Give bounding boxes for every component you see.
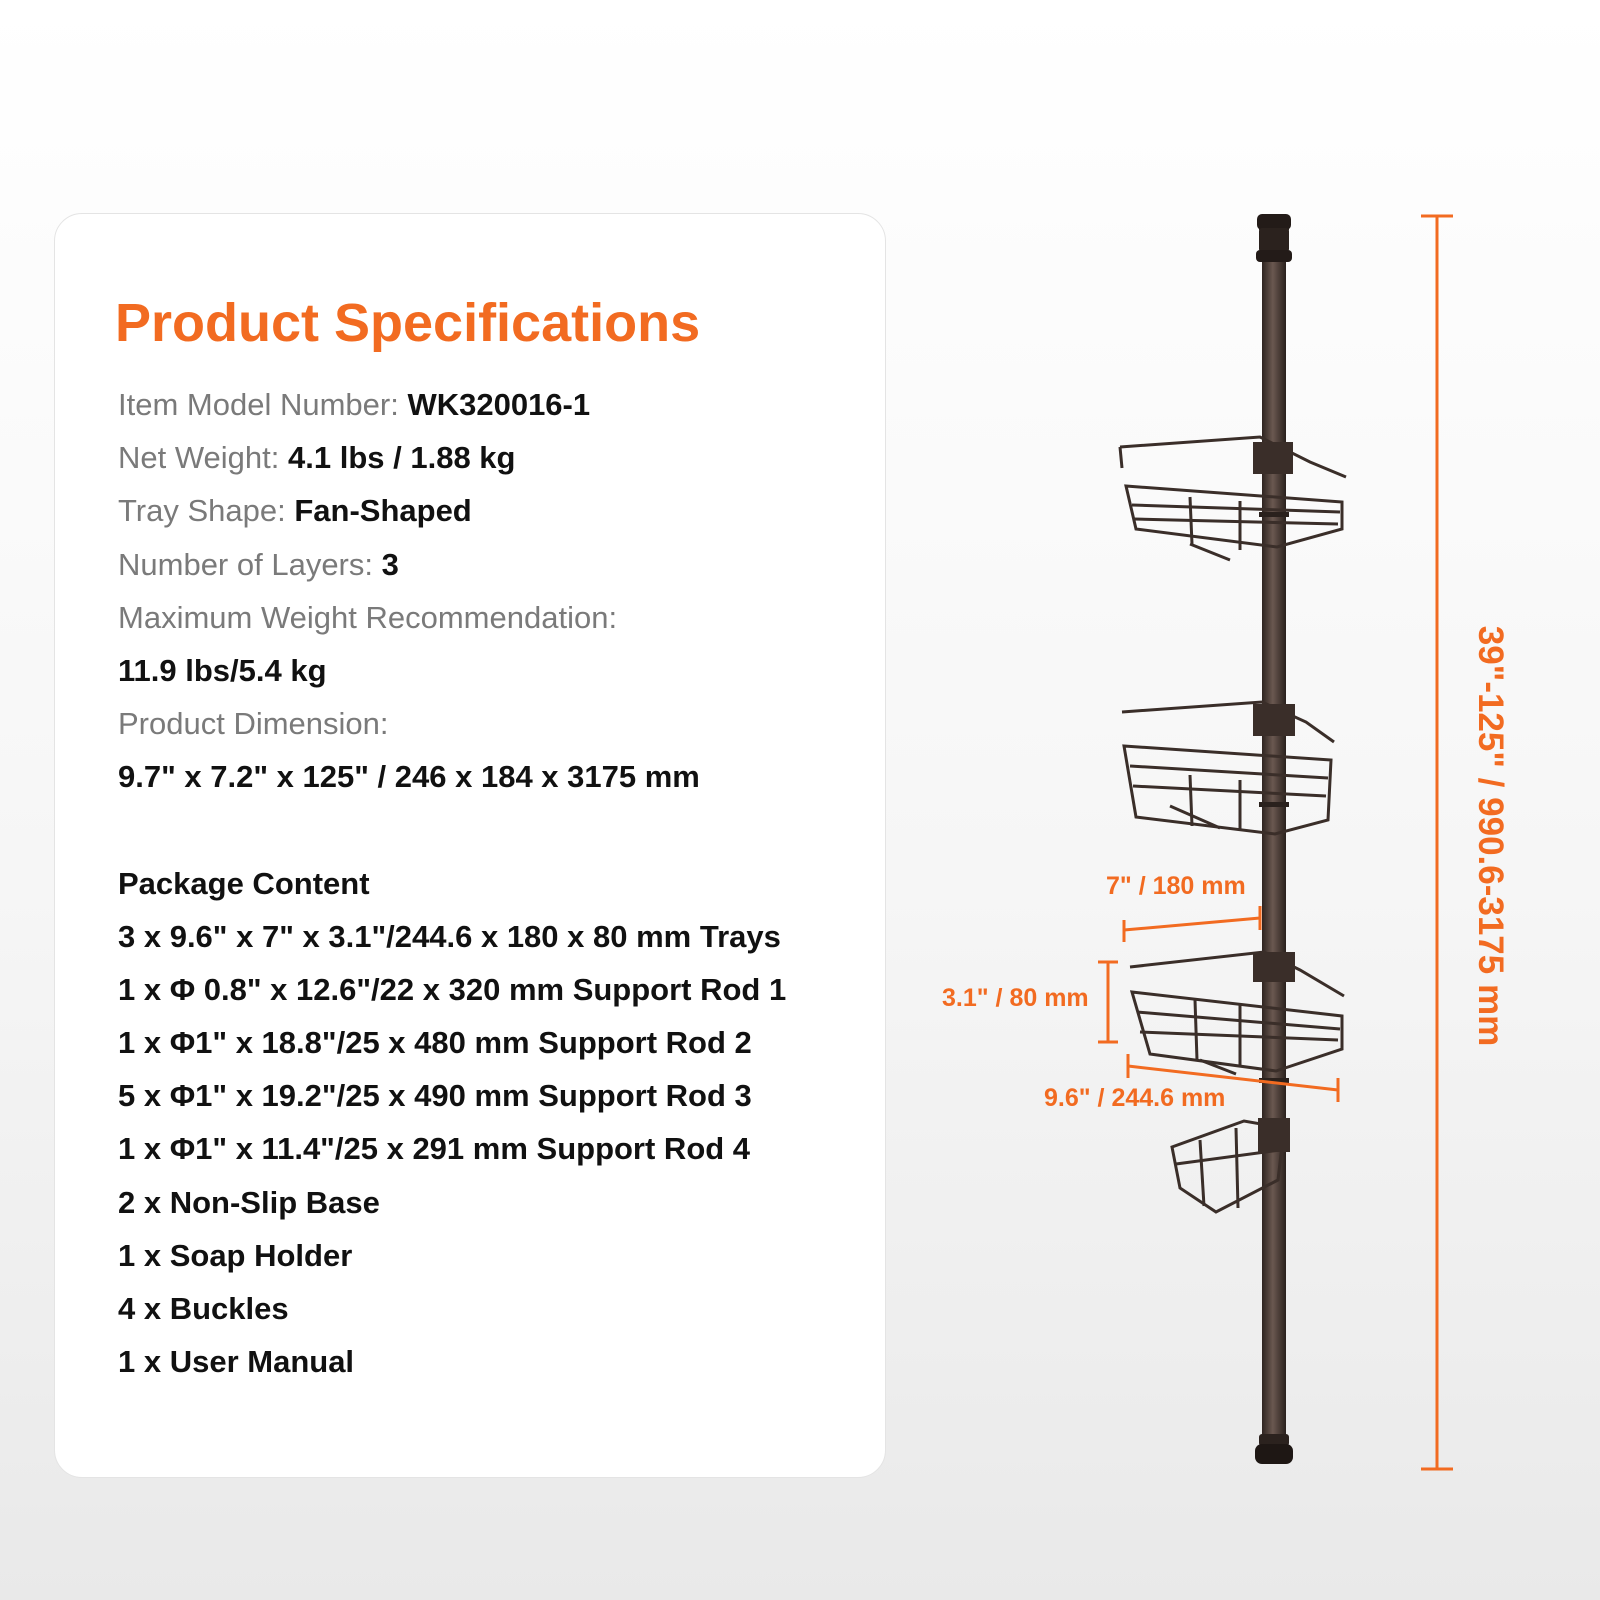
spec-value: 4.1 lbs / 1.88 kg: [288, 440, 516, 476]
pole: [1259, 226, 1289, 1462]
spec-label: Net Weight:: [118, 440, 280, 476]
package-item: 3 x 9.6" x 7" x 3.1"/244.6 x 180 x 80 mm Trays: [118, 918, 781, 954]
tray-bottom: [1130, 952, 1344, 1074]
top-cap: [1256, 214, 1292, 262]
spec-value: 11.9 lbs/5.4 kg: [118, 652, 327, 688]
height-dimension-label: 39"-125" / 990.6-3175 mm: [1471, 625, 1510, 1047]
spec-label: Tray Shape:: [118, 493, 286, 529]
spec-value: WK320016-1: [407, 387, 591, 422]
package-item: 2 x Non-Slip Base: [118, 1184, 380, 1220]
package-title: Package Content: [118, 865, 370, 901]
page-title: Product Specifications: [115, 293, 701, 353]
spec-label: Product Dimension:: [118, 706, 389, 742]
spec-value: Fan-Shaped: [294, 493, 472, 529]
tray-height-dimension-label: 3.1" / 80 mm: [942, 984, 1089, 1012]
package-item: 4 x Buckles: [118, 1291, 289, 1326]
depth-dimension-label: 7" / 180 mm: [1106, 872, 1246, 900]
spec-value: 3: [381, 546, 399, 582]
package-item: 1 x Φ1" x 18.8"/25 x 480 mm Support Rod 2: [118, 1025, 752, 1061]
package-item: 5 x Φ1" x 19.2"/25 x 490 mm Support Rod 3: [118, 1078, 752, 1114]
tray-top: [1120, 437, 1346, 560]
width-dimension-label: 9.6" / 244.6 mm: [1044, 1084, 1226, 1112]
package-item: 1 x User Manual: [118, 1344, 355, 1380]
package-item: 1 x Φ 0.8" x 12.6"/22 x 320 mm Support Rod 1: [118, 971, 787, 1007]
spec-label: Item Model Number:: [118, 387, 399, 422]
spec-label: Maximum Weight Recommendation:: [118, 599, 618, 635]
package-item: 1 x Soap Holder: [118, 1237, 353, 1273]
tray-middle: [1122, 702, 1334, 834]
spec-label: Number of Layers:: [118, 546, 373, 582]
bottom-base: [1255, 1434, 1293, 1464]
spec-value: 9.7" x 7.2" x 125" / 246 x 184 x 3175 mm: [118, 759, 700, 795]
package-item: 1 x Φ1" x 11.4"/25 x 291 mm Support Rod 4: [118, 1131, 751, 1167]
